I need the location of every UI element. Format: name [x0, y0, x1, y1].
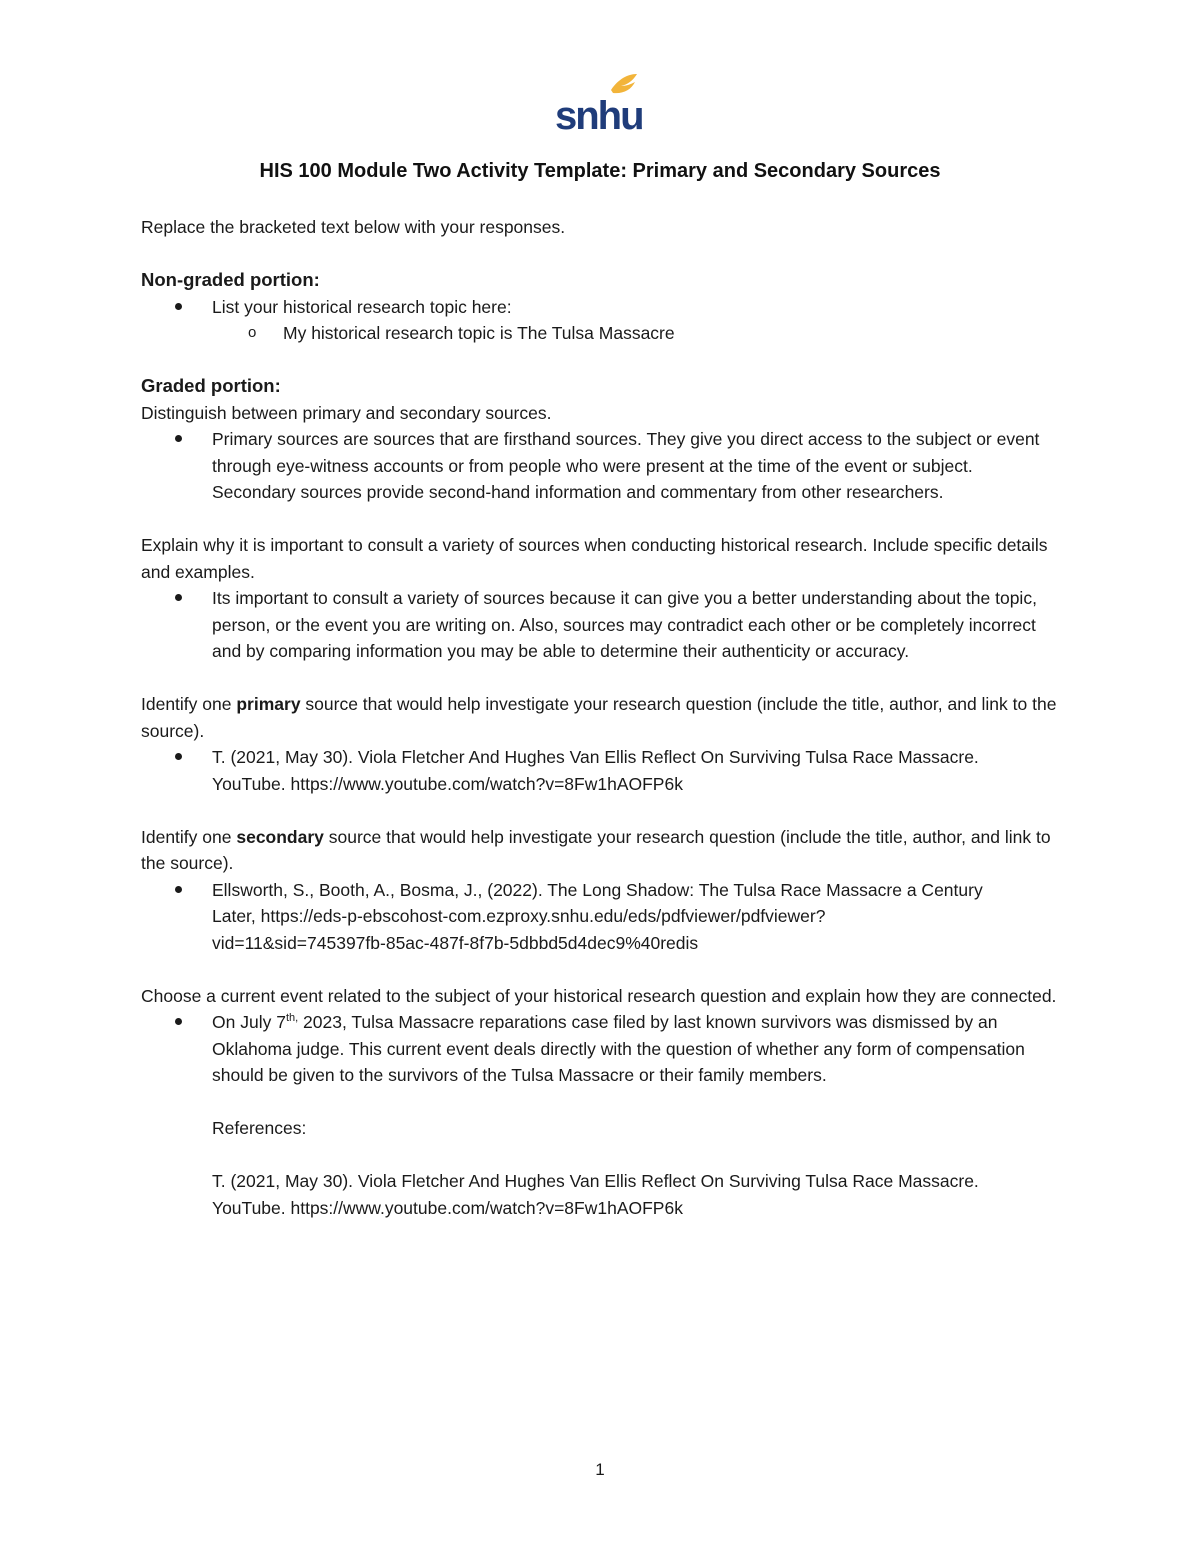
primary-source-link[interactable]: YouTube. https://www.youtube.com/watch?v=8Fw1hAOFP6k — [212, 773, 683, 794]
answer-5-pre: On July 7 — [212, 1012, 286, 1032]
svg-text:snhu: snhu — [555, 94, 643, 134]
question-4-bold: secondary — [236, 826, 324, 847]
answer-5-post: 2023, Tulsa Massacre reparations case filed by last known survivors was dismissed by an Oklahoma judge. This current event deals directly with the question of whether any form of compensation should be given to the survivors of the Tulsa Massacre or their family members. — [212, 1012, 1025, 1085]
bullet-icon — [175, 435, 182, 442]
answer-1: Primary sources are sources that are firsthand sources. They give you direct access to the subject or event through eye-witness accounts or from people who were present at the time of the event or subject. Secondary sources provide second-hand information and commentary from other researchers. — [212, 429, 1040, 502]
question-3 — [141, 691, 1061, 744]
bullet-icon — [175, 594, 182, 601]
references-label: References: — [212, 1118, 307, 1138]
bullet-icon — [175, 886, 182, 893]
question-4 — [141, 824, 1061, 877]
topic-sub-list — [141, 320, 1061, 347]
answer-3-list — [141, 744, 1061, 797]
list-item — [141, 426, 1061, 506]
question-5: Choose a current event related to the subject of your historical research question and explain how they are connected. — [141, 985, 1057, 1006]
topic-answer: My historical research topic is The Tulsa Massacre — [283, 323, 675, 343]
instructions-text: Replace the bracketed text below with your responses. — [141, 217, 566, 237]
answer-5-list — [141, 1009, 1061, 1221]
question-3-post: source that would help investigate your research question (include the title, author, and link to the source). — [141, 694, 1057, 741]
page-number: 1 — [595, 1460, 605, 1479]
non-graded-heading: Non-graded portion: — [141, 269, 320, 290]
answer-1-list — [141, 426, 1061, 506]
question-3-bold: primary — [236, 694, 301, 714]
question-4-pre: Identify one — [141, 826, 237, 847]
list-item — [141, 877, 1061, 957]
secondary-source-citation: Ellsworth, S., Booth, A., Bosma, J., (2022). The Long Shadow: The Tulsa Race Massacre a Century — [212, 879, 983, 900]
non-graded-list — [141, 294, 1061, 347]
document-title: HIS 100 Module Two Activity Template: Primary and Secondary Sources — [259, 160, 941, 182]
answer-2: Its important to consult a variety of sources because it can give you a better understanding about the topic, person, or the event you are writing on. Also, sources may contradict each other or be completely incorrect and by comparing information you may be able to determine their authenticity or accuracy. — [212, 588, 1037, 661]
bullet-icon — [175, 1018, 182, 1025]
document-body — [141, 214, 1061, 1221]
snhu-logo — [553, 72, 643, 134]
graded-heading: Graded portion: — [141, 375, 281, 396]
secondary-source-link[interactable]: Later, https://eds-p-ebscohost-com.ezproxy.snhu.edu/eds/pdfviewer/pdfviewer? — [212, 906, 826, 926]
list-item — [141, 320, 1061, 347]
primary-source-citation: T. (2021, May 30). Viola Fletcher And Hughes Van Ellis Reflect On Surviving Tulsa Race Massacre. — [212, 747, 979, 767]
answer-5-sup: th, — [285, 1012, 299, 1025]
bullet-icon — [175, 753, 182, 760]
list-item — [141, 1009, 1061, 1221]
secondary-source-link-cont[interactable]: vid=11&sid=745397fb-85ac-487f-8f7b-5dbbd5d4dec9%40redis — [212, 932, 699, 953]
topic-prompt: List your historical research topic here: — [212, 296, 512, 317]
bullet-icon — [175, 303, 182, 310]
question-2: Explain why it is important to consult a variety of sources when conducting historical research. Include specific details and examples. — [141, 535, 1048, 582]
question-3-pre: Identify one — [141, 694, 237, 714]
question-4-post: source that would help investigate your research question (include the title, author, and link to the source). — [141, 826, 1051, 873]
question-1: Distinguish between primary and secondary sources. — [141, 402, 552, 423]
list-item — [141, 294, 1061, 347]
list-item — [141, 585, 1061, 665]
list-item — [141, 744, 1061, 797]
circle-bullet-icon: o — [248, 324, 257, 341]
answer-2-list — [141, 585, 1061, 665]
reference-citation: T. (2021, May 30). Viola Fletcher And Hughes Van Ellis Reflect On Surviving Tulsa Race Massacre. — [212, 1171, 979, 1191]
reference-link[interactable]: YouTube. https://www.youtube.com/watch?v=8Fw1hAOFP6k — [212, 1197, 683, 1218]
answer-4-list — [141, 877, 1061, 957]
